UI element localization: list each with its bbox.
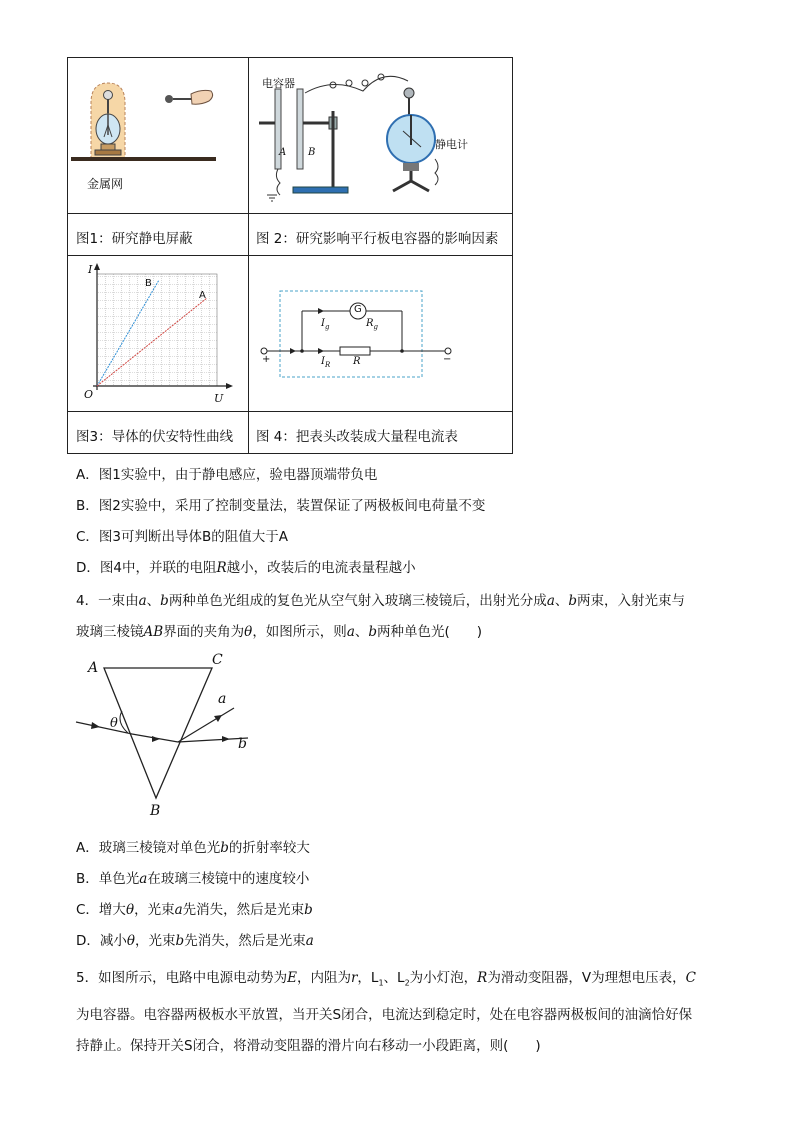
q4-stem-line2: 玻璃三棱镜AB界面的夹角为θ，如图所示，则a、b两种单色光( )	[76, 624, 483, 640]
fig4-ig-label: $I_g$	[321, 318, 330, 331]
fig4-plus-label: +	[262, 354, 271, 365]
q5-stem-line1: 5．如图所示，电路中电源电动势为E，内阻为r，$L_1$、$L_2$为小灯泡，R为滑动变阻器，V为理想电压表，C	[76, 970, 696, 988]
q5-stem-line3: 持静止。保持开关S闭合，将滑动变阻器的滑片向右移动一小段距离，则( )	[76, 1038, 541, 1054]
q4-option-b: B．单色光a在玻璃三棱镜中的速度较小	[76, 871, 310, 887]
q4-prism-figure	[70, 652, 280, 827]
q4-fig-vertex-c: C	[212, 652, 223, 668]
fig2-plate-a-label: A	[279, 147, 287, 158]
fig2-capacitor-label: 电容器	[262, 77, 295, 90]
table-border-left	[67, 57, 68, 454]
fig3-iv-graph	[81, 260, 241, 405]
q4-option-d: D．减小θ，光束b先消失，然后是光束a	[76, 933, 314, 949]
q4-fig-vertex-a: A	[88, 660, 99, 676]
fig2-plate-b-label: B	[308, 147, 316, 158]
fig1-electroscope-drawing	[71, 77, 221, 167]
q4-fig-theta: θ	[110, 716, 118, 731]
table-divider	[67, 411, 513, 412]
q5-stem-line2: 为电容器。电容器两极板水平放置，当开关S闭合，电流达到稳定时，处在电容器两极板间的油滴恰好保	[76, 1007, 693, 1023]
fig4-ir-label: $I_R$	[321, 356, 331, 369]
fig3-origin-label: O	[84, 388, 94, 401]
q4-option-c: C．增大θ，光束a先消失，然后是光束b	[76, 902, 313, 918]
fig4-circuit-diagram	[256, 285, 511, 385]
q4-option-a: A．玻璃三棱镜对单色光b的折射率较大	[76, 840, 310, 856]
table-divider	[67, 255, 513, 256]
figure-table	[67, 57, 513, 454]
fig3-x-axis-label: U	[214, 392, 224, 405]
fig2-caption: 图 2：研究影响平行板电容器的影响因素	[256, 231, 499, 247]
fig3-curve-a-label: A	[199, 290, 206, 301]
q4-fig-vertex-b: B	[150, 803, 161, 819]
fig4-r-label: R	[353, 356, 361, 367]
table-divider	[67, 213, 513, 214]
fig2-electrometer-label: 静电计	[435, 138, 468, 151]
fig1-caption: 图1：研究静电屏蔽	[76, 231, 193, 247]
table-border-top	[67, 57, 513, 58]
fig3-y-axis-label: I	[88, 263, 93, 276]
q3-option-c: C．图3可判断出导体B的阻值大于A	[76, 529, 289, 545]
table-divider-vertical	[248, 57, 249, 454]
table-border-bottom	[67, 453, 513, 454]
fig4-rg-label: $R_g$	[366, 318, 379, 331]
fig4-minus-label: −	[443, 354, 452, 365]
q4-fig-ray-b: b	[238, 736, 247, 752]
table-border-right	[512, 57, 513, 454]
fig1-net-label: 金属网	[87, 177, 124, 191]
q3-option-b: B．图2实验中，采用了控制变量法，装置保证了两极板间电荷量不变	[76, 498, 486, 514]
fig4-caption: 图 4：把表头改装成大量程电流表	[256, 429, 458, 445]
fig3-caption: 图3：导体的伏安特性曲线	[76, 429, 234, 445]
fig3-curve-b-label: B	[145, 278, 152, 289]
fig4-meter-label: G	[354, 304, 362, 315]
q4-fig-ray-a: a	[218, 691, 227, 707]
q4-stem-line1: 4．一束由a、b两种单色光组成的复色光从空气射入玻璃三棱镜后，出射光分成a、b两束，入射光束与	[76, 593, 686, 609]
q3-option-a: A．图1实验中，由于静电感应，验电器顶端带负电	[76, 467, 378, 483]
q3-option-d: D．图4中，并联的电阻R越小，改装后的电流表量程越小	[76, 560, 416, 576]
